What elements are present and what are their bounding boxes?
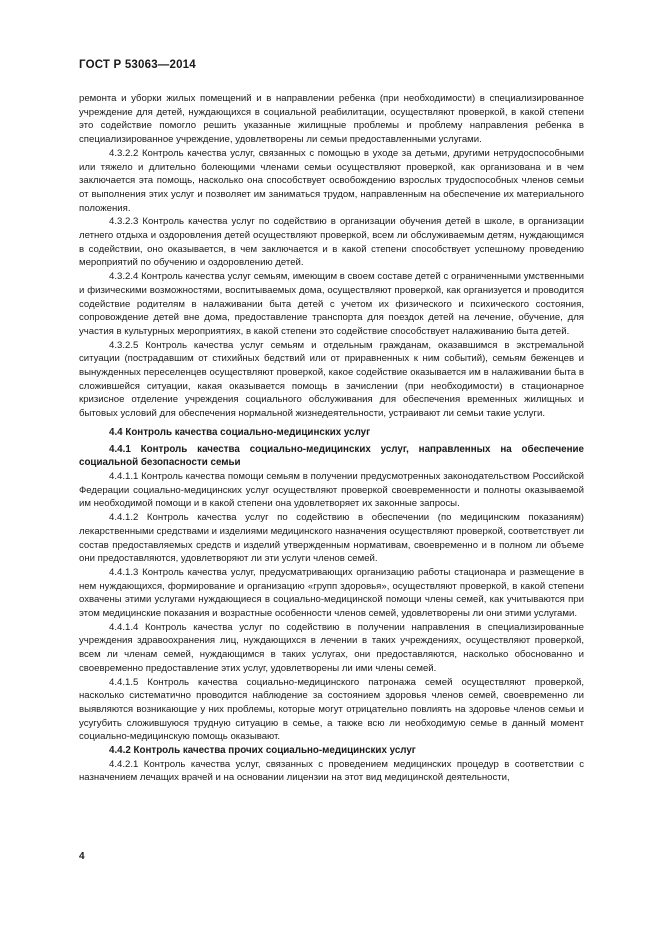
paragraph-4-4-1-3: 4.4.1.3 Контроль качества услуг, предусматривающих организацию работы стационара и размещение в нем нуждающихся, формирование и организацию «групп здоровья», осуществляют проверкой, в какой степени охвачены этими услугами нуждающиеся в социально-медицинской помощи члены семей, как учитываются при этом медицинские показания и возрастные особенности членов семей, удовлетворены ли они этими услугами. <box>79 566 584 620</box>
paragraph-4-4-2-1: 4.4.2.1 Контроль качества услуг, связанных с проведением медицинских процедур в соответствии с назначением лечащих врачей и на основании лицензии на этот вид медицинской деятельности, <box>79 758 584 784</box>
subsection-heading-4-4-2: 4.4.2 Контроль качества прочих социально-медицинских услуг <box>109 745 416 757</box>
paragraph-4-3-2-5: 4.3.2.5 Контроль качества услуг семьям и отдельным гражданам, оказавшимся в экстремальной ситуации (пострадавшим от стихийных бедствий или от приравненных к ним событий), семьям беженцев и вынужденных переселенцев осуществляют проверкой, какое содействие оказывается им в налаживании быта в сложившейся ситуации, какая оказывается помощь в зачислении (при необходимости) в стационарное кризисное отделение учреждения социального обслуживания для обеспечения временных жилищных и бытовых условий для обеспечения нормальной жизнедеятельности, устраивают ли семьи такие услуги. <box>79 339 584 420</box>
paragraph-4-3-2-4: 4.3.2.4 Контроль качества услуг семьям, имеющим в своем составе детей с ограниченными умственными и физическими возможностями, воспитываемых дома, осуществляют проверкой, как организуется и проводится содействие родителям в налаживании быта детей с учетом их физического и психического состояния, сопровождение детей вне дома, предоставление транспорта для поездок детей на лечение, обучение, для участия в культурных мероприятиях, в какой степени это содействие способствует налаживанию быта детей. <box>79 271 584 337</box>
page-number: 4 <box>79 851 85 862</box>
subsection-heading-4-4-1: 4.4.1 Контроль качества социально-медицинских услуг, направленных на обеспечение социальной безопасности семьи <box>79 443 584 469</box>
document-header: ГОСТ Р 53063—2014 <box>79 59 196 71</box>
paragraph-4-4-1-2: 4.4.1.2 Контроль качества услуг по содействию в обеспечении (по медицинским показаниям) лекарственными средствами и изделиями медицинского назначения осуществляют проверкой, соответствует ли состав предоставляемых средств и изделий утвержденным нормативам, своевременно и в полном ли объеме они предоставляются, удовлетворяют ли эти услуги членов семей. <box>79 512 585 565</box>
document-body <box>79 92 584 785</box>
paragraph-4-4-1-4: 4.4.1.4 Контроль качества услуг по содействию в получении направления в специализированные учреждения здравоохранения лиц, нуждающихся в лечении в таких учреждениях, осуществляют проверкой, всем ли членам семей, нуждающимся в таких услугах, они предоставляются, насколько обоснованно и своевременно предоставление этих услуг, удовлетворены ли ими члены семей. <box>79 621 584 674</box>
paragraph-4-3-2-2: 4.3.2.2 Контроль качества услуг, связанных с помощью в уходе за детьми, другими нетрудоспособными или тяжело и длительно болеющими членами семьи осуществляют проверкой, как организована и в чем заключается эта помощь, насколько она способствует освобождению взрослых трудоспособных членов семьи от выполнения этих услуг и позволяет им заниматься трудом, направленным на обеспечение их материального положения. <box>79 147 584 214</box>
section-heading-4-4: 4.4 Контроль качества социально-медицинских услуг <box>109 426 371 438</box>
paragraph-continuation: ремонта и уборки жилых помещений и в направлении ребенка (при необходимости) в специализированное учреждение для детей, нуждающихся в социальной реабилитации, осуществляют проверкой, в какой степени это содействие помогло решить указанные жилищные проблемы и проблему направления ребенка в специализированное учреждение, удовлетворены ли семьи предоставленными услугами. <box>79 93 584 146</box>
paragraph-4-3-2-3: 4.3.2.3 Контроль качества услуг по содействию в организации обучения детей в школе, в организации летнего отдыха и оздоровления детей осуществляют проверкой, всем ли обслуживаемым детям, нуждающимся в содействии, оно оказывается, в чем заключается и в какой степени способствует успешному проведению мероприятий по обучению и оздоровлению детей. <box>79 216 584 269</box>
paragraph-4-4-1-1: 4.4.1.1 Контроль качества помощи семьям в получении предусмотренных законодательством Российской Федерации социально-медицинских услуг осуществляют проверкой своевременности и полноты оказываемой им необходимой помощи и в какой степени она удовлетворяет их законные запросы. <box>79 470 584 510</box>
paragraph-4-4-1-5: 4.4.1.5 Контроль качества социально-медицинского патронажа семей осуществляют проверкой, насколько систематично проводится наблюдение за состоянием здоровья членов семей, своевременно ли выявляются возникающие у них проблемы, которые могут отрицательно повлиять на здоровье членов семьи и усугубить сложившуюся трудную ситуацию в семье, а также всю ли необходимую семье в данный момент социально-медицинскую помощь оказывают. <box>79 676 584 743</box>
